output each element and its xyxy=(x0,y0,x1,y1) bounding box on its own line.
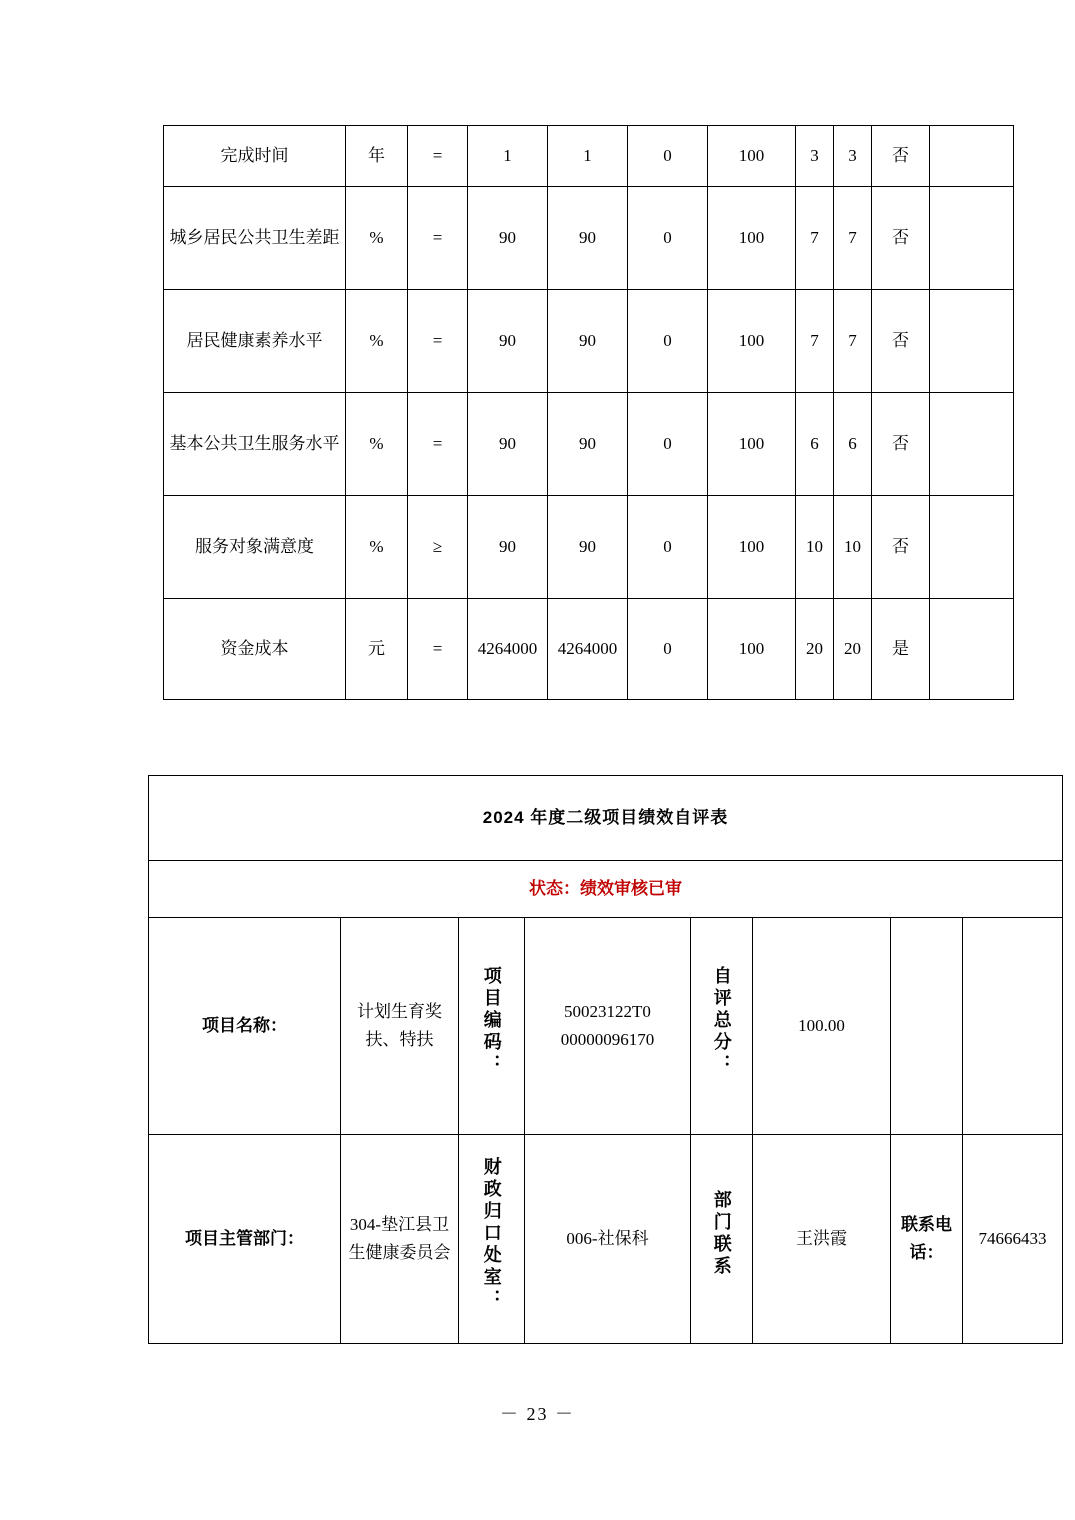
table-row xyxy=(164,126,1014,187)
form-title-row xyxy=(149,776,1063,861)
table-row xyxy=(164,393,1014,496)
contact-phone-value: 74666433 xyxy=(963,1135,1063,1344)
supervising-dept-value: 304-垫江县卫生健康委员会 xyxy=(341,1135,459,1344)
project-code-line2: 00000096170 xyxy=(560,1030,655,1049)
indicator-actual: 90 xyxy=(548,187,628,290)
indicator-weight: 3 xyxy=(796,126,834,187)
indicator-extra xyxy=(930,496,1014,599)
indicator-score-full: 100 xyxy=(708,496,796,599)
indicator-unit: % xyxy=(346,290,408,393)
dept-contact-label xyxy=(691,1135,753,1344)
indicator-unit: % xyxy=(346,393,408,496)
indicator-extra xyxy=(930,126,1014,187)
indicator-extra xyxy=(930,599,1014,700)
indicator-score-full: 100 xyxy=(708,393,796,496)
indicator-operator: = xyxy=(408,126,468,187)
self-score-label xyxy=(691,918,753,1135)
indicator-actual: 90 xyxy=(548,496,628,599)
project-code-line1: 50023122T0 xyxy=(564,1001,651,1021)
finance-office-value: 006-社保科 xyxy=(525,1135,691,1344)
status-badge: 状态：绩效审核已审 xyxy=(149,861,1063,918)
indicator-actual: 1 xyxy=(548,126,628,187)
indicator-unit: 元 xyxy=(346,599,408,700)
form-status-row xyxy=(149,861,1063,918)
project-row-blank-1 xyxy=(891,918,963,1135)
indicator-yesno: 是 xyxy=(872,599,930,700)
indicator-weight: 20 xyxy=(796,599,834,700)
table-row xyxy=(164,496,1014,599)
table-row xyxy=(164,290,1014,393)
indicator-table-wrapper xyxy=(163,125,913,700)
finance-office-label xyxy=(459,1135,525,1344)
indicator-name: 居民健康素养水平 xyxy=(164,290,346,393)
project-name-label: 项目名称： xyxy=(149,918,341,1135)
table-row xyxy=(164,187,1014,290)
indicator-operator: = xyxy=(408,393,468,496)
project-name-value: 计划生育奖扶、特扶 xyxy=(341,918,459,1135)
dept-contact-value: 王洪霞 xyxy=(753,1135,891,1344)
project-code-value xyxy=(525,918,691,1135)
indicator-target: 90 xyxy=(468,187,548,290)
indicator-target: 90 xyxy=(468,496,548,599)
indicator-yesno: 否 xyxy=(872,187,930,290)
indicator-actual: 90 xyxy=(548,290,628,393)
indicator-score: 7 xyxy=(834,187,872,290)
indicator-score: 3 xyxy=(834,126,872,187)
indicator-yesno: 否 xyxy=(872,290,930,393)
indicator-deviation: 0 xyxy=(628,290,708,393)
indicator-table xyxy=(163,125,1014,700)
project-row-blank-2 xyxy=(963,918,1063,1135)
indicator-score-full: 100 xyxy=(708,290,796,393)
project-code-label xyxy=(459,918,525,1135)
table-row xyxy=(164,599,1014,700)
indicator-name: 服务对象满意度 xyxy=(164,496,346,599)
page-number: － 23 － xyxy=(500,1404,575,1424)
indicator-actual: 90 xyxy=(548,393,628,496)
indicator-name: 资金成本 xyxy=(164,599,346,700)
indicator-score-full: 100 xyxy=(708,126,796,187)
indicator-deviation: 0 xyxy=(628,496,708,599)
indicator-score: 6 xyxy=(834,393,872,496)
indicator-deviation: 0 xyxy=(628,126,708,187)
indicator-deviation: 0 xyxy=(628,599,708,700)
indicator-actual: 4264000 xyxy=(548,599,628,700)
self-score-label-text: 自评总分： xyxy=(711,966,732,1077)
contact-phone-label: 联系电话： xyxy=(891,1135,963,1344)
indicator-operator: = xyxy=(408,599,468,700)
indicator-yesno: 否 xyxy=(872,496,930,599)
indicator-score: 7 xyxy=(834,290,872,393)
indicator-target: 1 xyxy=(468,126,548,187)
indicator-weight: 10 xyxy=(796,496,834,599)
dept-contact-label-text: 部门联系 xyxy=(711,1190,732,1279)
indicator-name: 完成时间 xyxy=(164,126,346,187)
form-title: 2024 年度二级项目绩效自评表 xyxy=(149,776,1063,861)
indicator-target: 90 xyxy=(468,290,548,393)
indicator-score: 20 xyxy=(834,599,872,700)
indicator-operator: ≥ xyxy=(408,496,468,599)
indicator-yesno: 否 xyxy=(872,393,930,496)
indicator-weight: 6 xyxy=(796,393,834,496)
indicator-score-full: 100 xyxy=(708,599,796,700)
indicator-unit: % xyxy=(346,187,408,290)
indicator-unit: 年 xyxy=(346,126,408,187)
indicator-weight: 7 xyxy=(796,290,834,393)
indicator-extra xyxy=(930,290,1014,393)
indicator-operator: = xyxy=(408,187,468,290)
indicator-extra xyxy=(930,187,1014,290)
finance-office-label-text: 财政归口处室： xyxy=(481,1157,502,1312)
indicator-unit: % xyxy=(346,496,408,599)
self-assessment-form xyxy=(148,775,1063,1344)
form-row-department xyxy=(149,1135,1063,1344)
indicator-score: 10 xyxy=(834,496,872,599)
indicator-deviation: 0 xyxy=(628,393,708,496)
page-footer xyxy=(0,1400,1075,1426)
indicator-target: 4264000 xyxy=(468,599,548,700)
indicator-name: 城乡居民公共卫生差距 xyxy=(164,187,346,290)
indicator-weight: 7 xyxy=(796,187,834,290)
self-assessment-form-wrapper xyxy=(148,775,1047,1344)
supervising-dept-label: 项目主管部门： xyxy=(149,1135,341,1344)
indicator-name: 基本公共卫生服务水平 xyxy=(164,393,346,496)
indicator-yesno: 否 xyxy=(872,126,930,187)
self-score-value: 100.00 xyxy=(753,918,891,1135)
indicator-deviation: 0 xyxy=(628,187,708,290)
indicator-operator: = xyxy=(408,290,468,393)
indicator-score-full: 100 xyxy=(708,187,796,290)
form-row-project xyxy=(149,918,1063,1135)
indicator-target: 90 xyxy=(468,393,548,496)
indicator-extra xyxy=(930,393,1014,496)
project-code-label-text: 项目编码： xyxy=(481,966,502,1077)
